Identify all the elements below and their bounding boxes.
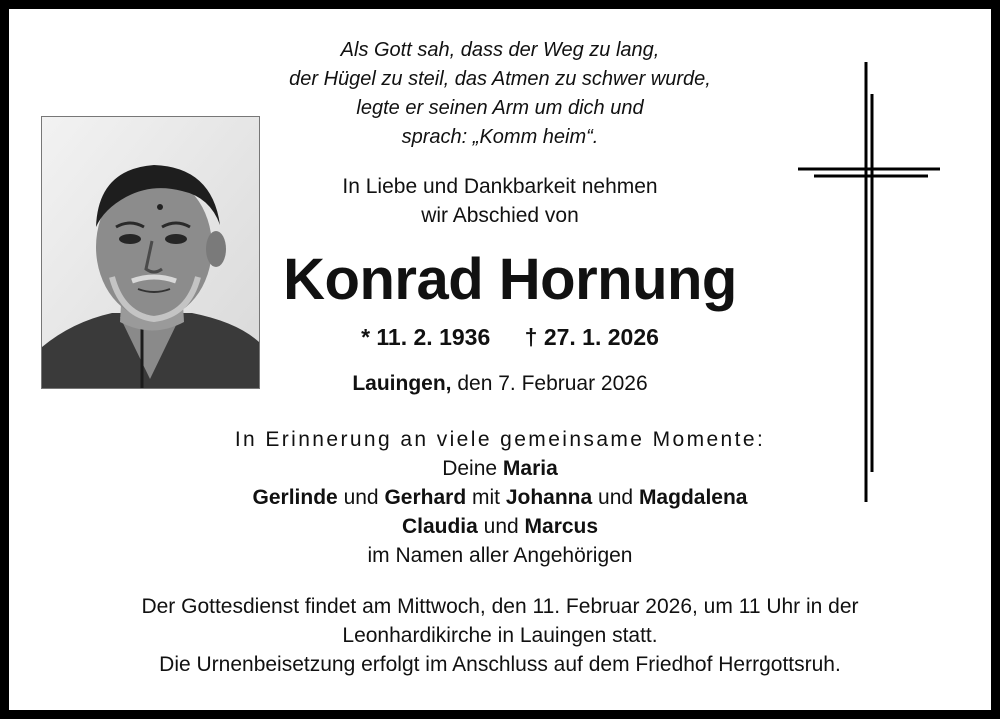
poem-line: der Hügel zu steil, das Atmen zu schwer wurde, xyxy=(289,68,711,90)
life-dates xyxy=(300,321,720,353)
place-and-date xyxy=(270,368,730,400)
service-line: Leonhardikirche in Lauingen statt. xyxy=(342,624,658,647)
place-date: den 7. Februar 2026 xyxy=(457,372,648,395)
mourner-name: Magdalena xyxy=(638,486,748,509)
poem-line: Als Gott sah, dass der Weg zu lang, xyxy=(340,39,660,61)
cross-icon xyxy=(796,62,944,504)
mourners-lead: In Erinnerung an viele gemeinsame Momente: xyxy=(234,428,766,451)
connector: und xyxy=(343,486,379,509)
mourner-name: Maria xyxy=(502,457,558,480)
mourners-closing: im Namen aller Angehörigen xyxy=(367,544,633,567)
connector: und xyxy=(483,515,519,538)
memorial-poem xyxy=(250,36,750,152)
mourners-list xyxy=(130,425,870,570)
connector: mit xyxy=(472,486,500,509)
mourner-name: Gerhard xyxy=(384,486,467,509)
portrait-photo xyxy=(41,116,260,389)
intro-line: wir Abschied von xyxy=(421,204,579,227)
deceased-name: Konrad Hornung xyxy=(283,247,737,312)
birth-date: * 11. 2. 1936 xyxy=(361,324,491,350)
intro-line: In Liebe und Dankbarkeit nehmen xyxy=(342,175,658,198)
mourner-name: Gerlinde xyxy=(252,486,338,509)
service-info xyxy=(40,592,960,679)
mourners-line xyxy=(130,512,870,541)
service-line: Der Gottesdienst findet am Mittwoch, den 11. Februar 2026, um 11 Uhr in der xyxy=(141,595,859,618)
mourners-line xyxy=(130,454,870,483)
death-date: † 27. 1. 2026 xyxy=(524,324,659,350)
service-line: Die Urnenbeisetzung erfolgt im Anschluss auf dem Friedhof Herrgottsruh. xyxy=(159,653,841,676)
poem-line: legte er seinen Arm um dich und xyxy=(356,97,644,119)
mourner-name: Johanna xyxy=(505,486,593,509)
farewell-intro xyxy=(270,172,730,230)
mourners-prefix: Deine xyxy=(442,457,498,480)
place-town: Lauingen, xyxy=(352,372,452,395)
mourners-line xyxy=(130,483,870,512)
connector: und xyxy=(598,486,634,509)
poem-line: sprach: „Komm heim“. xyxy=(401,126,599,148)
mourner-name: Marcus xyxy=(524,515,599,538)
mourner-name: Claudia xyxy=(401,515,478,538)
